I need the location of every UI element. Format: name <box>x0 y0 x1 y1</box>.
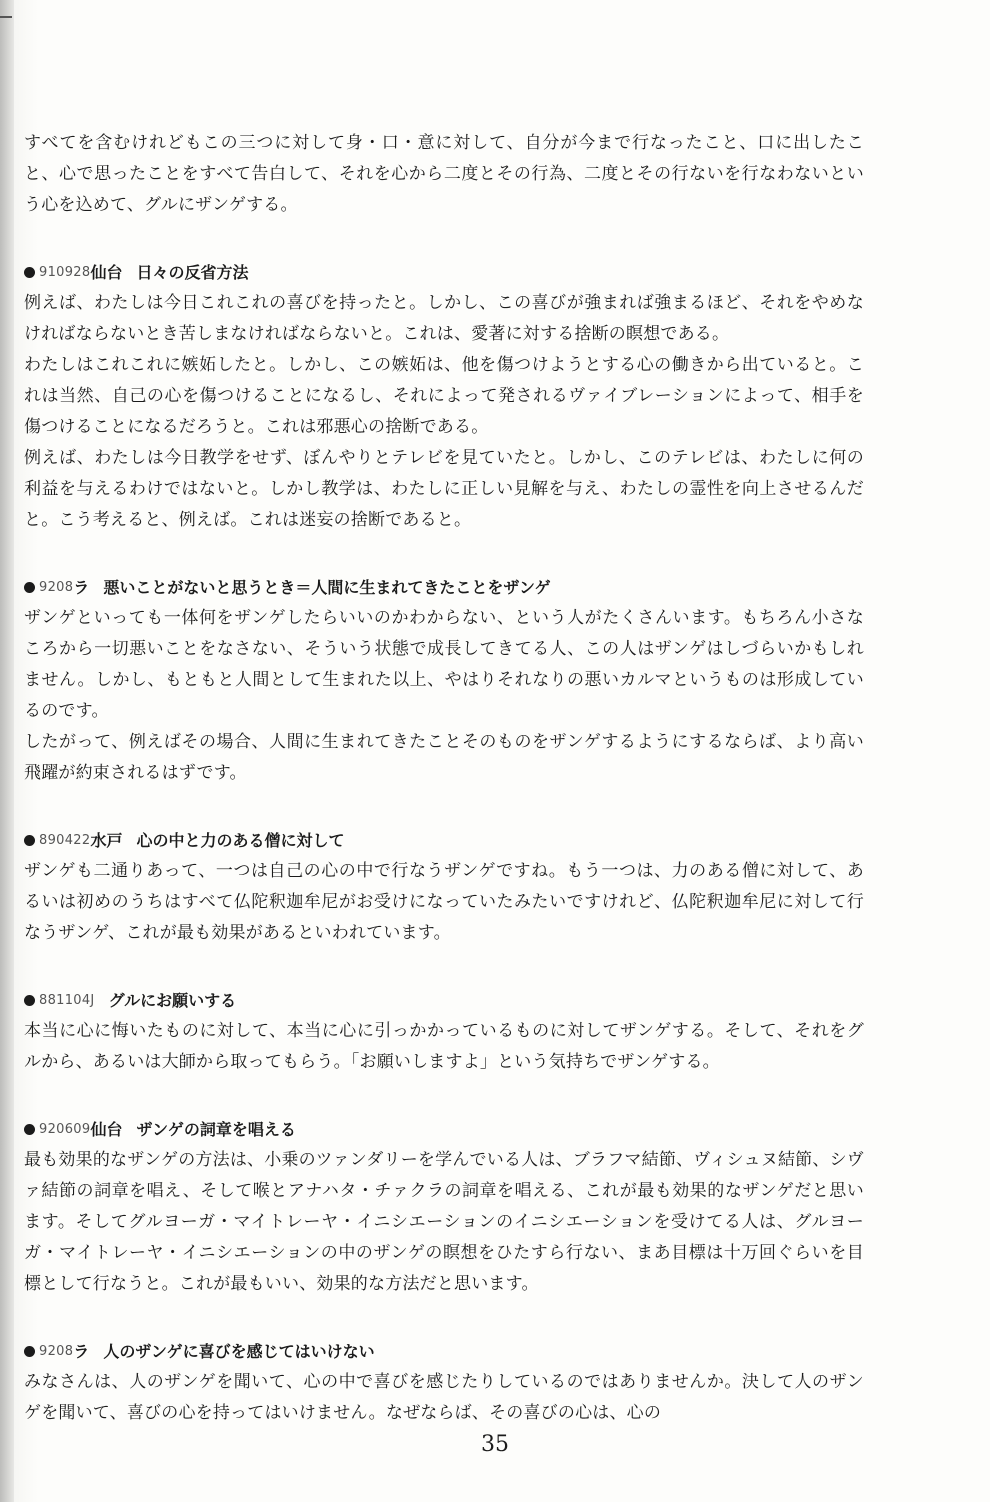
section-title: グルにお願いする <box>108 991 237 1010</box>
section-heading <box>24 572 864 603</box>
bullet-icon <box>24 267 35 278</box>
section-ask-guru <box>24 985 864 1078</box>
bullet-icon <box>24 582 35 593</box>
section-being-born-human <box>24 572 864 789</box>
section-no-joy-in-others <box>24 1336 864 1429</box>
section-paragraph: わたしはこれこれに嫉妬したと。しかし、この嫉妬は、他を傷つけようとする心の働きから出ていると。これは当然、自己の心を傷つけることになるし、それによって発されるヴァイブレーションによって、相手を傷つけることになるだろうと。これは邪悪心の捨断である。 <box>24 355 864 437</box>
section-place: 水戸 <box>90 831 123 850</box>
section-heading <box>24 825 864 856</box>
section-paragraph: みなさんは、人のザンゲを聞いて、心の中で喜びを感じたりしているのではありませんか。決して人のザンゲを聞いて、喜びの心を持ってはいけません。なぜならば、その喜びの心は、心の <box>24 1372 864 1423</box>
section-heading <box>24 985 864 1016</box>
section-code: 920609 <box>39 1122 91 1137</box>
section-title: 心の中と力のある僧に対して <box>136 831 345 850</box>
section-inner-and-monk <box>24 825 864 949</box>
intro-paragraph: すべてを含むけれどもこの三つに対して身・口・意に対して、自分が今まで行なったこと、口に出したこと、心で思ったことをすべて告白して、それを心から二度とその行為、二度とその行ないを行なわないという心を込めて、グルにザンゲする。 <box>24 133 864 215</box>
page-number: 35 <box>481 1432 509 1457</box>
section-code: 9208 <box>39 1344 74 1359</box>
section-title: ザンゲの詞章を唱える <box>136 1120 296 1139</box>
section-title: 悪いことがないと思うとき＝人間に生まれてきたことをザンゲ <box>103 578 551 597</box>
book-spine-shadow <box>0 0 14 1502</box>
section-paragraph: 本当に心に悔いたものに対して、本当に心に引っかかっているものに対してザンゲする。そして、それをグルから、あるいは大師から取ってもらう。「お願いしますよ」という気持ちでザンゲする。 <box>24 1021 864 1072</box>
section-title: 日々の反省方法 <box>136 263 249 282</box>
section-heading <box>24 257 864 288</box>
section-paragraph: ザンゲも二通りあって、一つは自己の心の中で行なうザンゲですね。もう一つは、力のある僧に対して、あるいは初めのうちはすべて仏陀釈迦牟尼がお受けになっていたみたいですけれど、仏陀釈迦牟尼に対して行なうザンゲ、これが最も効果があるといわれています。 <box>24 861 864 943</box>
section-place: 仙台 <box>90 263 123 282</box>
section-title: 人のザンゲに喜びを感じてはいけない <box>103 1342 375 1361</box>
section-heading <box>24 1114 864 1145</box>
bullet-icon <box>24 1346 35 1357</box>
section-code: 9208 <box>39 580 74 595</box>
bullet-icon <box>24 835 35 846</box>
section-place: 仙台 <box>90 1120 123 1139</box>
section-code: 881104J <box>39 993 95 1008</box>
section-daily-reflection <box>24 257 864 536</box>
section-paragraph: 最も効果的なザンゲの方法は、小乗のツァンダリーを学んでいる人は、ブラフマ結節、ヴィシュヌ結節、シヴァ結節の詞章を唱え、そして喉とアナハタ・チァクラの詞章を唱える、これが最も効果的なザンゲだと思います。そしてグルヨーガ・マイトレーヤ・イニシエーションのイニシエーションを受けてる人は、グルヨーガ・マイトレーヤ・イニシエーションの中のザンゲの瞑想をひたすら行ない、まあ目標は十万回ぐらいを目標として行なうと。これが最もいい、効果的な方法だと思います。 <box>24 1150 864 1294</box>
section-heading <box>24 1336 864 1367</box>
section-place: ラ <box>73 1342 90 1361</box>
section-paragraph: ザンゲといっても一体何をザンゲしたらいいのかわからない、という人がたくさんいます。もちろん小さなころから一切悪いことをなさない、そういう状態で成長してきてる人、この人はザンゲはしづらいかもしれません。しかし、もともと人間として生まれた以上、やはりそれなりの悪いカルマというものは形成しているのです。 <box>24 608 864 721</box>
section-code: 910928 <box>39 265 91 280</box>
section-paragraph: 例えば、わたしは今日これこれの喜びを持ったと。しかし、この喜びが強まれば強まるほど、それをやめなければならないとき苦しまなければならないと。これは、愛著に対する捨断の瞑想である。 <box>24 293 864 344</box>
section-paragraph: したがって、例えばその場合、人間に生まれてきたことそのものをザンゲするようにするならば、より高い飛躍が約束されるはずです。 <box>24 732 864 783</box>
section-paragraph: 例えば、わたしは今日教学をせず、ぼんやりとテレビを見ていたと。しかし、このテレビは、わたしに何の利益を与えるわけではないと。しかし教学は、わたしに正しい見解を与え、わたしの霊性を向上させるんだと。こう考えると、例えば。これは迷妄の捨断であると。 <box>24 448 864 530</box>
edge-mark <box>0 16 12 18</box>
bullet-icon <box>24 1124 35 1135</box>
section-chant-verses <box>24 1114 864 1300</box>
bullet-icon <box>24 995 35 1006</box>
section-code: 890422 <box>39 833 91 848</box>
section-place: ラ <box>73 578 90 597</box>
page-content <box>24 128 864 1429</box>
